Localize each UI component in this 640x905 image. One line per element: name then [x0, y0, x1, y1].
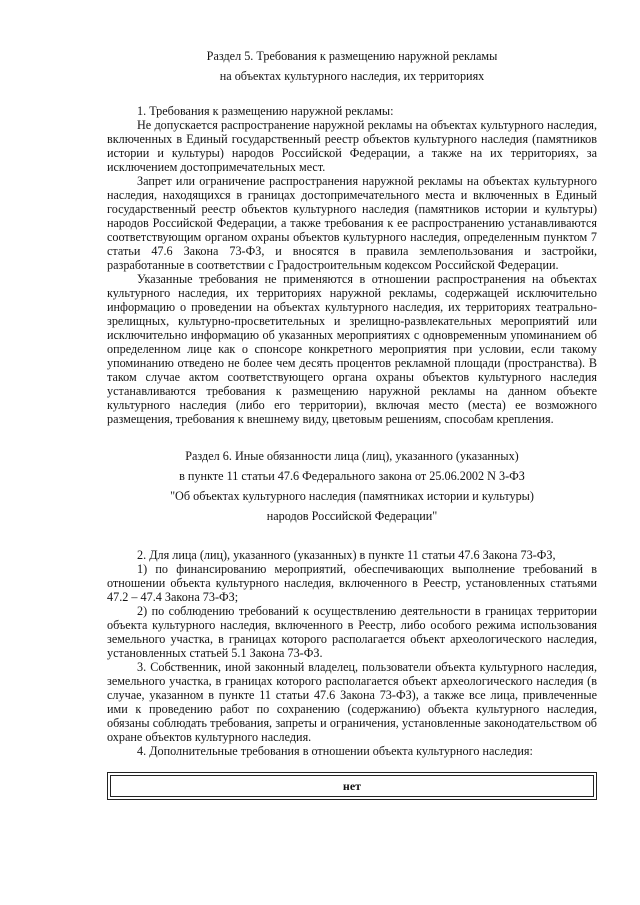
- section-6-item-3: 3. Собственник, иной законный владелец, пользователи объекта культурного наследия, земельного участка, в границах которого располагается объект археологического наследия (в случае, указанном в пункте 11 статьи 47.6 Закона 73-ФЗ), а также все лица, привлеченные ими к проведению работ по сохранению (содержанию) объекта культурного наследия, обязаны соблюдать требования, запреты и ограничения, установленные законодательством об охране объектов культурного наследия.: [107, 660, 597, 744]
- section-6-item-2: 2. Для лица (лиц), указанного (указанных) в пункте 11 статьи 47.6 Закона 73-ФЗ,: [137, 548, 556, 562]
- section-5-heading: [107, 46, 597, 86]
- additional-requirements-box: [107, 772, 597, 800]
- section-5-prohibition-paragraph: Не допускается распространение наружной рекламы на объектах культурного наследия, включенных в Единый государственный реестр объектов культурного наследия (памятников истории и культуры) народов Российской Федерации, а также на их территориях, за исключением достопримечательных мест.: [107, 118, 597, 174]
- section-6-title-line-3: "Об объектах культурного наследия (памятниках истории и культуры): [170, 489, 534, 503]
- section-5-title-line-2: на объектах культурного наследия, их территориях: [219, 69, 485, 83]
- section-6-subitem-1: 1) по финансированию мероприятий, обеспечивающих выполнение требований в отношении объекта культурного наследия, включенного в Реестр, установленных статьями 47.2 – 47.4 Закона 73-ФЗ;: [107, 562, 597, 604]
- section-5-restriction-paragraph: Запрет или ограничение распространения наружной рекламы на объектах культурного наследия, находящихся в границах достопримечательного места и включенных в Единый государственный реестр объектов культурного наследия (памятников истории и культуры) народов Российской Федерации, а также требования к ее распространению устанавливаются соответствующим органом охраны объектов культурного наследия, определенным пунктом 7 статьи 47.6 Закона 73-ФЗ, и вносятся в правила землепользования и застройки, разработанные в соответствии с Градостроительным кодексом Российской Федерации.: [107, 174, 597, 272]
- section-6-title-line-2: в пункте 11 статьи 47.6 Федерального закона от 25.06.2002 N 3-ФЗ: [179, 469, 525, 483]
- section-6-subitem-2: 2) по соблюдению требований к осуществлению деятельности в границах территории объекта культурного наследия, включенного в Реестр, либо особого режима использования земельного участка, в границах которого располагается объект археологического наследия, установленных статьей 5.1 Закона 73-ФЗ.: [107, 604, 597, 660]
- section-5-exception-paragraph: Указанные требования не применяются в отношении распространения на объектах культурного наследия, их территориях наружной рекламы, содержащей исключительно информацию о проведении на объектах культурного наследия, их территориях театрально-зрелищных, культурно-просветительных и зрелищно-развлекательных мероприятий или исключительно информацию об указанных мероприятиях с одновременным упоминанием об определенном лице как о спонсоре конкретного мероприятия при условии, если такому упоминанию отведено не более чем десять процентов рекламной площади (пространства). В таком случае актом соответствующего органа охраны объектов культурного наследия устанавливаются требования к размещению наружной рекламы на данном объекте культурного наследия (либо его территории), включая место (места) ее возможного размещения, требования к внешнему виду, цветовым решениям, способам крепления.: [107, 272, 597, 426]
- section-5-item-1: 1. Требования к размещению наружной рекламы:: [137, 104, 394, 118]
- document-body: [107, 46, 597, 800]
- section-6-title-line-4: народов Российской Федерации": [266, 509, 438, 523]
- additional-requirements-cell: [110, 775, 594, 797]
- section-6-heading: [107, 446, 597, 526]
- additional-requirements-value: нет: [342, 779, 362, 793]
- section-6-item-4: 4. Дополнительные требования в отношении объекта культурного наследия:: [137, 744, 533, 758]
- section-5-title-line-1: Раздел 5. Требования к размещению наружной рекламы: [206, 49, 498, 63]
- section-6-title-line-1: Раздел 6. Иные обязанности лица (лиц), указанного (указанных): [185, 449, 519, 463]
